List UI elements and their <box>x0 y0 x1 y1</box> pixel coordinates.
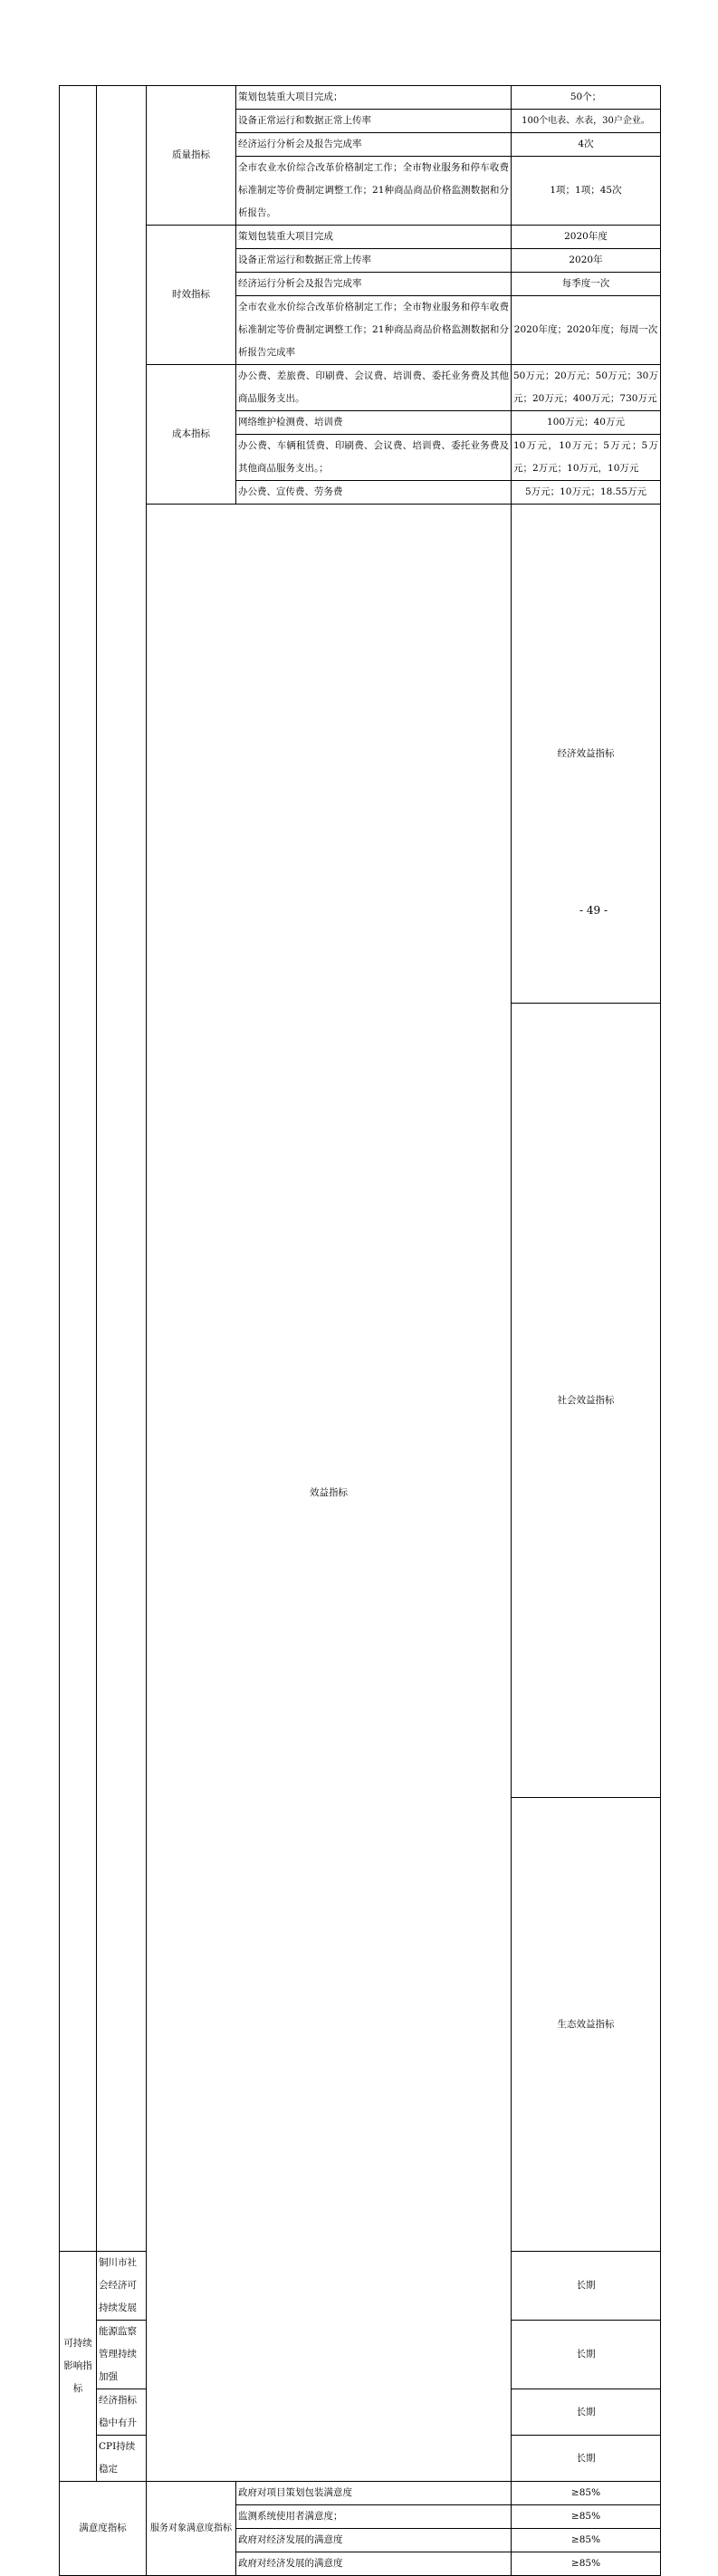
table-row <box>60 226 661 249</box>
indicator-content: 政府对项目策划包装满意度 <box>236 2482 512 2505</box>
table-row <box>60 86 661 110</box>
indicator-value: ≥85% <box>512 2505 661 2529</box>
subcategory-service-satisfaction: 服务对象满意度指标 <box>147 2482 236 2576</box>
indicator-content: 经济运行分析会及报告完成率 <box>236 273 512 296</box>
subcategory-economic: 经济效益指标 <box>512 505 661 1004</box>
indicator-content: 策划包装重大项目完成 <box>236 226 512 249</box>
indicator-value: 长期 <box>512 2321 661 2389</box>
indicator-content: 铜川市社会经济可持续发展 <box>97 2252 147 2321</box>
indicator-content: 政府对经济发展的满意度 <box>236 2529 512 2552</box>
indicator-content: 网络维护检测费、培训费 <box>236 411 512 435</box>
indicator-value: 长期 <box>512 2389 661 2436</box>
indicator-content: 全市农业水价综合改革价格制定工作；全市物业服务和停车收费标准制定等价费制定调整工作；21种商品商品价格监测数据和分析报告完成率 <box>236 296 512 365</box>
indicator-value: 10万元，10万元；5万元；5万元；2万元；10万元，10万元 <box>512 435 661 481</box>
category-benefit: 效益指标 <box>147 505 512 2482</box>
indicator-value: 50个； <box>512 86 661 110</box>
indicator-content: 全市农业水价综合改革价格制定工作；全市物业服务和停车收费标准制定等价费制定调整工作；21种商品商品价格监测数据和分析报告。 <box>236 157 512 226</box>
indicator-content: 办公费、车辆租赁费、印刷费、会议费、培训费、委托业务费及其他商品服务支出。； <box>236 435 512 481</box>
indicator-content: 能源监察管理持续加强 <box>97 2321 147 2389</box>
indicator-content: CPI持续稳定 <box>97 2436 147 2482</box>
indicator-content: 政府对经济发展的满意度 <box>236 2552 512 2576</box>
indicator-value: 长期 <box>512 2436 661 2482</box>
table-row <box>60 365 661 411</box>
indicator-value: 100个电表、水表，30户企业。 <box>512 110 661 133</box>
page-number: - 49 - <box>579 904 608 917</box>
subcategory-ecological: 生态效益指标 <box>512 1798 661 2252</box>
indicator-value: 2020年度 <box>512 226 661 249</box>
subcategory-sustainable: 可持续影响指标 <box>60 2252 97 2482</box>
level1-cell-empty <box>60 86 97 2252</box>
category-cost: 成本指标 <box>147 365 236 505</box>
indicator-content: 设备正常运行和数据正常上传率 <box>236 110 512 133</box>
indicator-value: 1项；1项；45次 <box>512 157 661 226</box>
category-satisfaction: 满意度指标 <box>60 2482 147 2576</box>
indicator-value: ≥85% <box>512 2552 661 2576</box>
indicator-value: 2020年 <box>512 249 661 273</box>
subcategory-social: 社会效益指标 <box>512 1004 661 1798</box>
table-row <box>60 505 661 1004</box>
indicator-value: ≥85% <box>512 2482 661 2505</box>
indicator-value: 50万元；20万元；50万元；30万元；20万元；400万元；730万元 <box>512 365 661 411</box>
indicator-content: 办公费、差旅费、印刷费、会议费、培训费、委托业务费及其他商品服务支出。 <box>236 365 512 411</box>
indicator-content: 经济运行分析会及报告完成率 <box>236 133 512 157</box>
indicator-value: 4次 <box>512 133 661 157</box>
indicator-content: 设备正常运行和数据正常上传率 <box>236 249 512 273</box>
indicator-value: 2020年度；2020年度；每周一次 <box>512 296 661 365</box>
level2-cell-empty <box>97 86 147 2252</box>
table-row <box>60 2482 661 2505</box>
indicator-value: ≥85% <box>512 2529 661 2552</box>
indicator-value: 每季度一次 <box>512 273 661 296</box>
category-quality: 质量指标 <box>147 86 236 226</box>
indicator-content: 经济指标稳中有升 <box>97 2389 147 2436</box>
indicator-content: 办公费、宣传费、劳务费 <box>236 481 512 505</box>
indicator-value: 100万元；40万元 <box>512 411 661 435</box>
indicator-content: 策划包装重大项目完成； <box>236 86 512 110</box>
indicator-content: 监测系统使用者满意度； <box>236 2505 512 2529</box>
indicator-value: 长期 <box>512 2252 661 2321</box>
indicator-value: 5万元；10万元；18.55万元 <box>512 481 661 505</box>
category-timeliness: 时效指标 <box>147 226 236 365</box>
performance-indicator-table <box>59 85 661 2576</box>
